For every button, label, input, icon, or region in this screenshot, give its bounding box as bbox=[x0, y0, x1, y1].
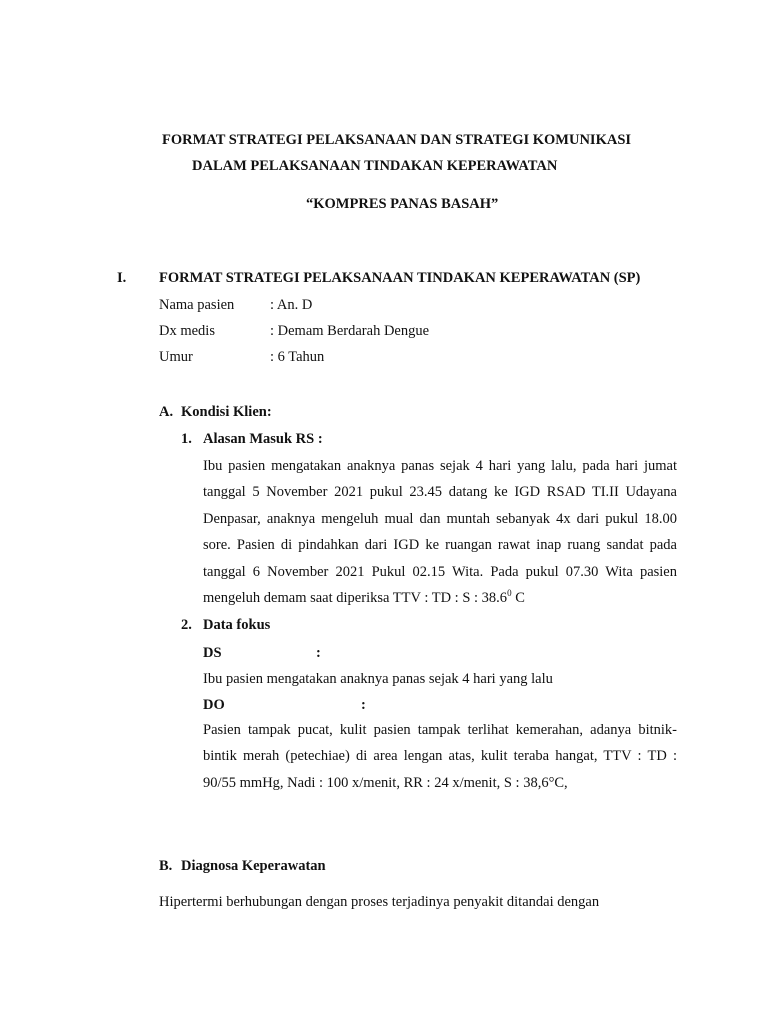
do-line-2: bintik merah (petechiae) di area lengan atas, kulit teraba hangat, TTV : TD : bbox=[203, 748, 677, 765]
section-b-letter: B. bbox=[159, 858, 173, 874]
field-label-umur: Umur bbox=[159, 349, 193, 365]
field-label-nama: Nama pasien bbox=[159, 297, 235, 313]
section-a-letter: A. bbox=[159, 404, 174, 420]
do-line-1: Pasien tampak pucat, kulit pasien tampak terlihat kemerahan, adanya bitnik- bbox=[203, 722, 677, 738]
alasan-line-1: Ibu pasien mengatakan anaknya panas sejak 4 hari yang lalu, pada hari jumat bbox=[203, 458, 677, 474]
alasan-line-3: Denpasar, anaknya mengeluh mual dan muntah sebanyak 4x dari pukul 18.00 bbox=[203, 510, 677, 527]
alasan-line-5: tanggal 6 November 2021 Pukul 02.15 Wita. Pada pukul 07.30 Wita pasien bbox=[203, 563, 677, 580]
section-1-heading: FORMAT STRATEGI PELAKSANAAN TINDAKAN KEPERAWATAN (SP) bbox=[159, 270, 641, 286]
section-a-heading: Kondisi Klien: bbox=[181, 404, 272, 420]
field-label-dx: Dx medis bbox=[159, 323, 215, 339]
section-1-number: I. bbox=[117, 270, 127, 286]
field-value-dx: : Demam Berdarah Dengue bbox=[270, 323, 430, 339]
field-value-nama: : An. D bbox=[270, 297, 313, 313]
do-line-3: 90/55 mmHg, Nadi : 100 x/menit, RR : 24 x/menit, S : 38,6°C, bbox=[203, 774, 568, 791]
alasan-line-2: tanggal 5 November 2021 pukul 23.45 datang ke IGD RSAD TI.II Udayana bbox=[203, 484, 677, 501]
item-1-heading: Alasan Masuk RS : bbox=[203, 431, 323, 447]
do-colon: : bbox=[361, 697, 366, 713]
item-2-number: 2. bbox=[181, 617, 192, 633]
do-label: DO bbox=[203, 697, 225, 713]
doc-title-line2: DALAM PELAKSANAAN TINDAKAN KEPERAWATAN bbox=[192, 158, 558, 174]
alasan-line-6: mengeluh demam saat diperiksa TTV : TD : S : 38.6$^0$ C bbox=[203, 588, 525, 606]
ds-colon: : bbox=[316, 645, 321, 661]
alasan-line-4: sore. Pasien di pindahkan dari IGD ke ruangan rawat inap ruang sandat pada bbox=[203, 537, 677, 554]
alasan-masuk-paragraph bbox=[203, 453, 677, 611]
ds-label: DS bbox=[203, 645, 222, 661]
section-b-heading: Diagnosa Keperawatan bbox=[181, 858, 326, 874]
diagnosa-text: Hipertermi berhubungan dengan proses terjadinya penyakit ditandai dengan bbox=[159, 894, 600, 910]
item-1-number: 1. bbox=[181, 431, 192, 447]
field-value-umur: : 6 Tahun bbox=[270, 349, 325, 365]
do-paragraph bbox=[203, 717, 677, 796]
item-2-heading: Data fokus bbox=[203, 617, 271, 633]
ds-text: Ibu pasien mengatakan anaknya panas sejak 4 hari yang lalu bbox=[203, 671, 553, 687]
doc-title-line1: FORMAT STRATEGI PELAKSANAAN DAN STRATEGI KOMUNIKASI bbox=[162, 132, 632, 148]
doc-subtitle: “KOMPRES PANAS BASAH” bbox=[306, 196, 499, 212]
